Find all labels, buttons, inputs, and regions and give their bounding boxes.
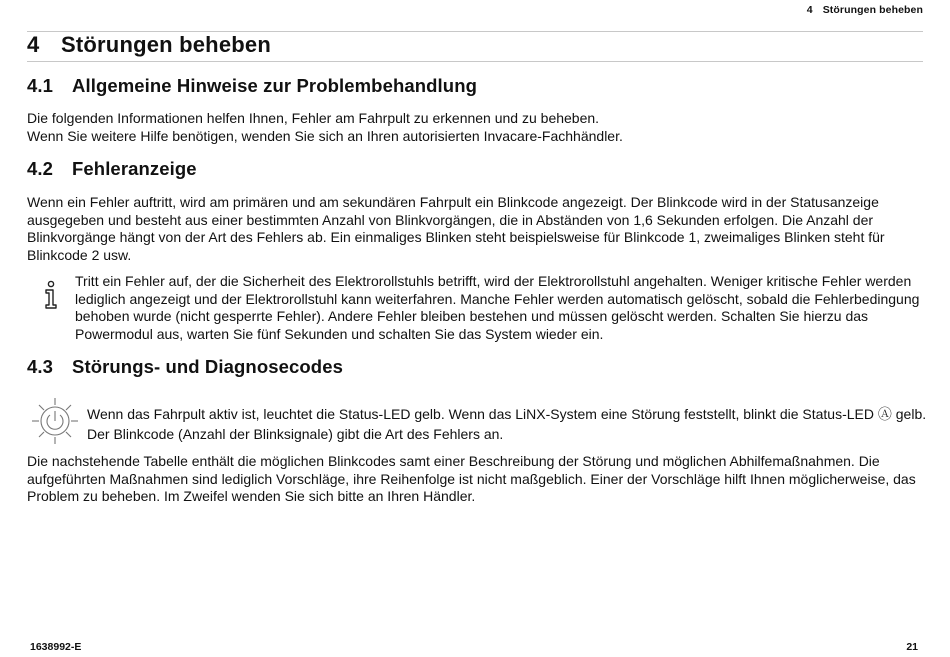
- footer-doc-number: 1638992-E: [30, 641, 82, 653]
- note-line: behoben wurde (nicht gesperrte Fehler). Andere Fehler bleiben bestehen und müssen gelöscht werden. Schalten Sie hierzu das: [75, 308, 869, 325]
- section-title: Allgemeine Hinweise zur Problembehandlung: [72, 75, 478, 96]
- paragraph-line: Die nachstehende Tabelle enthält die möglichen Blinkcodes samt einer Beschreibung der Störung und möglichen Abhilfemaßnahmen. Die: [27, 453, 880, 469]
- running-header: [807, 4, 923, 16]
- status-led-icon: [30, 396, 80, 451]
- paragraph-line: Wenn Sie weitere Hilfe benötigen, wenden Sie sich an Ihren autorisierten Invacare-Fachhändler.: [27, 127, 623, 144]
- section-heading-4-1: [27, 75, 477, 97]
- paragraph-line: Problem zu beheben. Im Zweifel wenden Sie sich bitte an Ihren Händler.: [27, 488, 476, 505]
- led-note: [87, 404, 927, 444]
- note-line: Wenn das Fahrpult aktiv ist, leuchtet die Status-LED gelb. Wenn das LiNX-System eine Störung feststellt, blinkt die Status-LED Ⓐ gelb.: [87, 406, 927, 422]
- chapter-heading: [27, 32, 271, 58]
- paragraph-line: Blinkcode 2 usw.: [27, 246, 132, 263]
- header-chapter-number: 4: [806, 4, 813, 16]
- section-4-1-paragraph: [27, 110, 922, 145]
- section-title: Störungs- und Diagnosecodes: [72, 356, 343, 377]
- note-line: lediglich angezeigt und der Elektrorollstuhl kann weiterfahren. Manche Fehler werden automatisch gelöscht, sobald die Fehlerbedingung: [75, 290, 920, 307]
- section-number: 4.2: [27, 158, 54, 179]
- info-note: [75, 273, 925, 343]
- footer-page-number: 21: [906, 641, 918, 653]
- note-line: Powermodul aus, warten Sie fünf Sekunden und schalten Sie das System wieder ein.: [75, 325, 604, 342]
- paragraph-line: aufgeführten Maßnahmen sind lediglich Vorschläge, ihre Reihenfolge ist nicht maßgeblich. Einer der Vorschläge hilft Ihnen möglicherweise, das: [27, 470, 916, 487]
- chapter-rule: [27, 61, 923, 62]
- section-heading-4-2: [27, 158, 197, 180]
- section-4-3-paragraph: [27, 453, 922, 506]
- chapter-title: Störungen beheben: [61, 32, 271, 57]
- header-chapter-title: Störungen beheben: [822, 4, 923, 16]
- section-heading-4-3: [27, 356, 343, 378]
- section-number: 4.3: [27, 356, 54, 377]
- chapter-number: 4: [27, 32, 40, 57]
- paragraph-line: ausgegeben und besteht aus einer bestimmten Anzahl von Blinkvorgängen, die in Abständen von 1,6 Sekunden erfolgen. Die Anzahl der: [27, 211, 874, 228]
- note-line: Tritt ein Fehler auf, der die Sicherheit des Elektrorollstuhls betrifft, wird der Elektrorollstuhl angehalten. Weniger kritische Fehler werden: [75, 273, 912, 289]
- paragraph-line: Blinkvorgänge hängt von der Art des Fehlers ab. Ein einmaliges Blinken steht beispielsweise für Blinkcode 1, zweimaliges Blinken steht für: [27, 229, 885, 246]
- section-title: Fehleranzeige: [72, 158, 197, 179]
- note-line: Der Blinkcode (Anzahl der Blinksignale) gibt die Art des Fehlers an.: [87, 426, 504, 442]
- section-number: 4.1: [27, 75, 54, 96]
- paragraph-line: Wenn ein Fehler auftritt, wird am primären und am sekundären Fahrpult ein Blinkcode angezeigt. Der Blinkcode wird in der Statusanzeige: [27, 194, 879, 210]
- info-icon: [42, 280, 60, 315]
- section-4-2-paragraph: [27, 194, 922, 264]
- paragraph-line: Die folgenden Informationen helfen Ihnen, Fehler am Fahrpult zu erkennen und zu beheben.: [27, 110, 600, 126]
